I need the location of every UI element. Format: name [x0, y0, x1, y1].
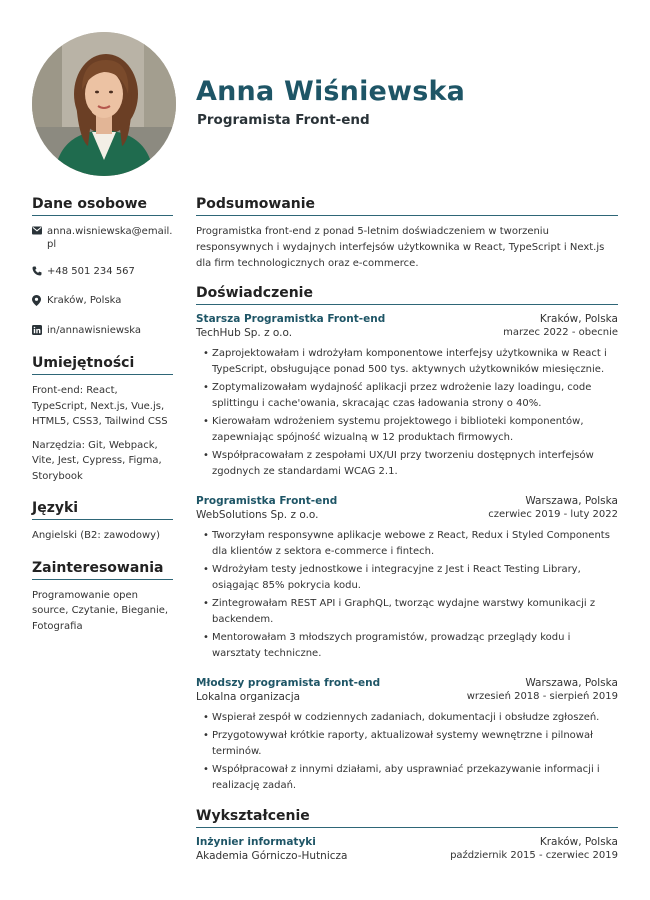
job-bullet: • Kierowałam wdrożeniem systemu projektowego i biblioteki komponentów, zapewniając spójność wizualną w 12 produktach firmowych.: [212, 414, 618, 446]
profile-photo: [32, 32, 176, 176]
location-icon: [32, 295, 47, 310]
portrait-illustration: [32, 32, 176, 176]
job-bullet: • Wdrożyłam testy jednostkowe i integracyjne z Jest i React Testing Library, osiągając 85% pokrycia kodu.: [212, 562, 618, 594]
education-dates: październik 2015 - czerwiec 2019: [450, 850, 618, 862]
personal-section-title: Dane osobowe: [32, 196, 173, 216]
education-section: [196, 808, 618, 863]
contact-linkedin-text: in/annawisniewska: [47, 325, 141, 336]
job-bullets: [196, 346, 618, 480]
contact-linkedin[interactable]: [32, 324, 173, 339]
languages-section-title: Języki: [32, 500, 173, 520]
job-company: Lokalna organizacja: [196, 691, 301, 704]
job-entry: [196, 494, 618, 662]
job-entry: [196, 312, 618, 480]
job-entry: [196, 676, 618, 794]
education-school: Akademia Górniczo-Hutnicza: [196, 850, 348, 863]
interests-section: [32, 560, 173, 635]
summary-section: [196, 196, 618, 271]
contact-phone-text: +48 501 234 567: [47, 266, 135, 277]
summary-section-title: Podsumowanie: [196, 196, 618, 216]
education-location: Kraków, Polska: [539, 836, 618, 849]
education-entry: [196, 835, 618, 863]
education-section-title: Wykształcenie: [196, 808, 618, 828]
summary-text: Programistka front-end z ponad 5-letnim doświadczeniem w tworzeniu responsywnych i wydajnych interfejsów użytkownika w React, TypeScript i Next.js dla firm technologicznych oraz e-commerce.: [196, 226, 605, 269]
contact-location: [32, 294, 173, 310]
experience-section-title: Doświadczenie: [196, 285, 618, 305]
job-company: TechHub Sp. z o.o.: [196, 327, 293, 340]
language-item: Angielski (B2: zawodowy): [32, 530, 161, 541]
job-bullet: • Współpracował z innymi działami, aby usprawniać przekazywanie informacji i realizację zadań.: [212, 762, 618, 794]
job-bullet: • Zintegrowałam REST API i GraphQL, tworząc wydajne warstwy komunikacji z backendem.: [212, 596, 618, 628]
main-content: [196, 196, 618, 863]
contact-email-text: anna.wisniewska@email.pl: [47, 226, 173, 250]
job-bullet: • Przygotowywał krótkie raporty, aktualizował systemy wewnętrzne i pilnował terminów.: [212, 728, 618, 760]
personal-section: [32, 196, 173, 339]
job-bullet: • Mentorowałam 3 młodszych programistów, prowadząc przeglądy kodu i warsztaty techniczne.: [212, 630, 618, 662]
job-bullets: [196, 710, 618, 794]
experience-section: [196, 285, 618, 794]
job-bullet: • Zoptymalizowałam wydajność aplikacji przez wdrożenie lazy loadingu, code splittingu i cache'owania, skracając czas ładowania strony o 40%.: [212, 380, 618, 412]
skills-tools: Narzędzia: Git, Webpack, Vite, Jest, Cypress, Figma, Storybook: [32, 439, 162, 482]
interests-text: Programowanie open source, Czytanie, Bieganie, Fotografia: [32, 589, 169, 632]
job-bullet: • Zaprojektowałam i wdrożyłam komponentowe interfejsy użytkownika w React i TypeScript, obsługujące ponad 500 tys. aktywnych użytkowników miesięcznie.: [212, 346, 618, 378]
job-title: Programista Front-end: [197, 112, 370, 128]
job-company: WebSolutions Sp. z o.o.: [196, 509, 319, 522]
candidate-name: Anna Wiśniewska: [196, 76, 466, 107]
job-location: Warszawa, Polska: [525, 495, 618, 508]
job-bullet: • Wspierał zespół w codziennych zadaniach, dokumentacji i obsłudze zgłoszeń.: [212, 710, 618, 726]
skills-section: [32, 355, 173, 484]
contact-location-text: Kraków, Polska: [47, 295, 122, 306]
education-degree: Inżynier informatyki: [196, 836, 316, 849]
skills-frontend: Front-end: React, TypeScript, Next.js, Vue.js, HTML5, CSS3, Tailwind CSS: [32, 385, 168, 427]
job-dates: czerwiec 2019 - luty 2022: [488, 509, 618, 521]
job-location: Warszawa, Polska: [525, 677, 618, 690]
job-bullet: • Współpracowałam z zespołami UX/UI przy tworzeniu dostępnych interfejsów zgodnych ze standardami WCAG 2.1.: [212, 448, 618, 480]
job-bullet: • Tworzyłam responsywne aplikacje webowe z React, Redux i Styled Components dla klientów z sektora e-commerce i fintech.: [212, 528, 618, 560]
contact-email[interactable]: [32, 225, 173, 251]
languages-section: [32, 500, 173, 544]
interests-section-title: Zainteresowania: [32, 560, 173, 580]
job-bullets: [196, 528, 618, 662]
job-location: Kraków, Polska: [539, 313, 618, 326]
phone-icon: [32, 266, 47, 280]
mail-icon: [32, 226, 47, 239]
linkedin-icon: [32, 325, 47, 339]
sidebar: [32, 196, 173, 650]
job-dates: wrzesień 2018 - sierpień 2019: [466, 691, 618, 703]
contact-phone[interactable]: [32, 265, 173, 280]
contact-list: [32, 225, 173, 339]
job-role: Młodszy programista front-end: [196, 677, 381, 690]
job-role: Starsza Programistka Front-end: [196, 313, 386, 326]
skills-section-title: Umiejętności: [32, 355, 173, 375]
job-role: Programistka Front-end: [196, 495, 338, 508]
job-dates: marzec 2022 - obecnie: [503, 327, 618, 339]
